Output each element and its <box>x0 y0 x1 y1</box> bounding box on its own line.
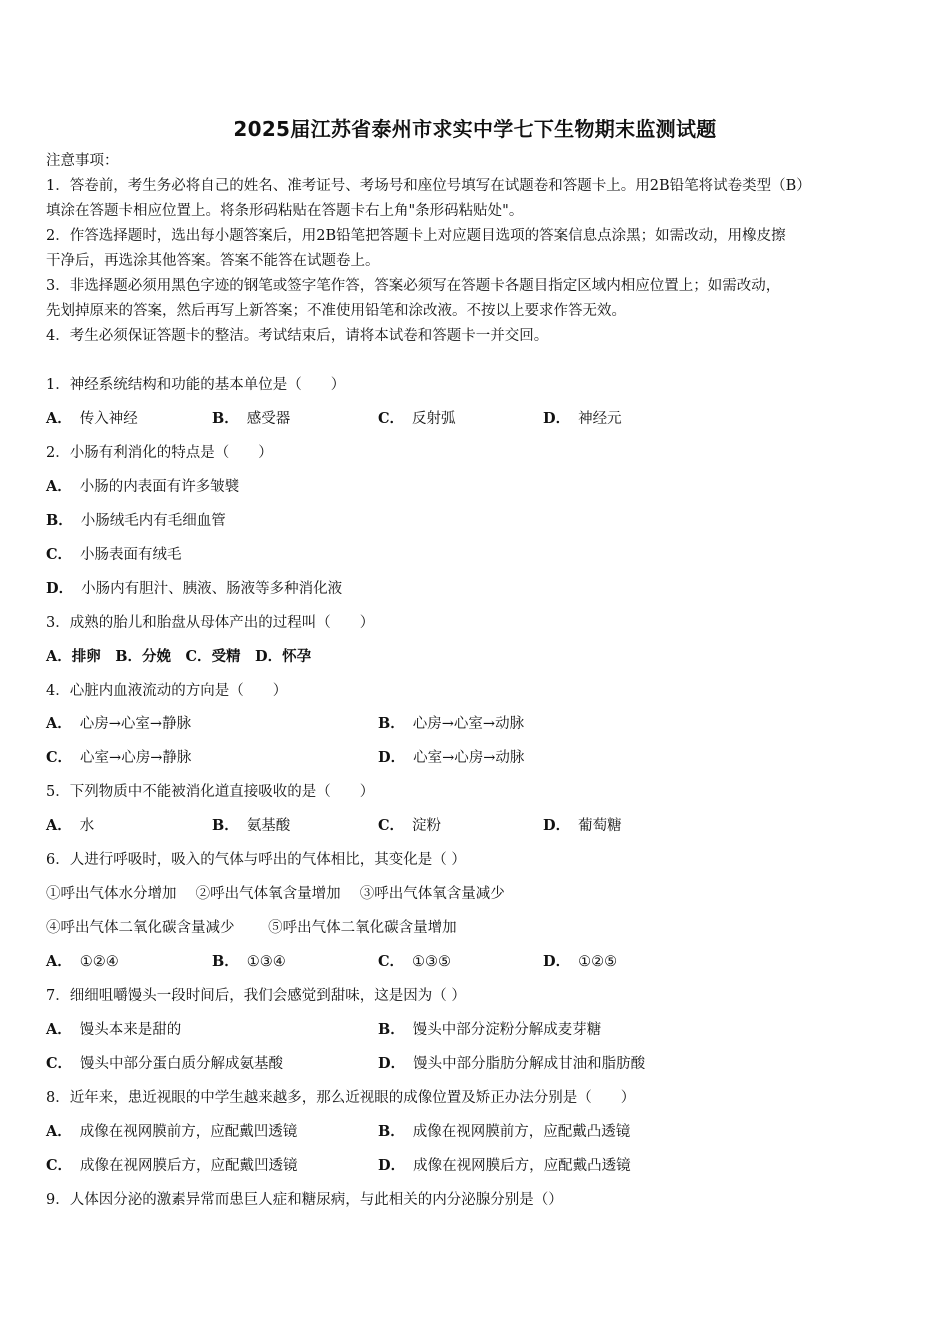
question-stem: 9．人体因分泌的激素异常而患巨人症和糖尿病，与此相关的内分泌腺分别是（） <box>46 1192 563 1208</box>
option: C． 小肠表面有绒毛 <box>46 546 182 563</box>
option: A． 水 <box>46 817 95 834</box>
option: A． 心房→心室→静脉 <box>46 715 192 732</box>
notice-heading: 注意事项： <box>46 153 119 169</box>
option: D． 心室→心房→动脉 <box>378 749 525 766</box>
option: C． 心室→心房→静脉 <box>46 749 192 766</box>
option: D． 葡萄糖 <box>543 817 622 834</box>
option: B． 感受器 <box>212 410 291 427</box>
question-stem: 3．成熟的胎儿和胎盘从母体产出的过程叫（ ） <box>46 615 375 631</box>
option: B． 氨基酸 <box>212 817 291 834</box>
question-stem: 6．人进行呼吸时，吸入的气体与呼出的气体相比，其变化是（ ） <box>46 852 466 868</box>
option: B． 成像在视网膜前方，应配戴凸透镜 <box>378 1123 631 1140</box>
statement-line: ①呼出气体水分增加 ②呼出气体氧含量增加 ③呼出气体氧含量减少 <box>46 886 505 902</box>
option: C． 馒头中部分蛋白质分解成氨基酸 <box>46 1055 284 1072</box>
notice-line: 干净后，再选涂其他答案。答案不能答在试题卷上。 <box>46 253 380 269</box>
page-title: 2025届江苏省泰州市求实中学七下生物期末监测试题 <box>233 117 717 141</box>
question-stem: 5．下列物质中不能被消化道直接吸收的是（ ） <box>46 784 375 800</box>
option: D． 神经元 <box>543 410 622 427</box>
option: B． ①③④ <box>212 953 286 970</box>
option: B． 小肠绒毛内有毛细血管 <box>46 512 226 529</box>
option: D． ①②⑤ <box>543 953 618 970</box>
option: A． 馒头本来是甜的 <box>46 1021 182 1038</box>
option: D． 成像在视网膜后方，应配戴凸透镜 <box>378 1157 631 1174</box>
option: A． ①②④ <box>46 953 119 970</box>
statement-line: ④呼出气体二氧化碳含量减少 ⑤呼出气体二氧化碳含量增加 <box>46 920 457 936</box>
notice-line: 2．作答选择题时，选出每小题答案后，用2B铅笔把答题卡上对应题目选项的答案信息点涂黑；如需改动，用橡皮擦 <box>46 228 786 244</box>
question-stem: 8．近年来，患近视眼的中学生越来越多，那么近视眼的成像位置及矫正办法分别是（ ） <box>46 1090 636 1106</box>
notice-line: 3．非选择题必须用黑色字迹的钢笔或签字笔作答，答案必须写在答题卡各题目指定区域内相应位置上；如需改动， <box>46 278 781 294</box>
notice-line: 先划掉原来的答案，然后再写上新答案；不准使用铅笔和涂改液。不按以上要求作答无效。 <box>46 303 626 319</box>
option: C． 成像在视网膜后方，应配戴凹透镜 <box>46 1157 298 1174</box>
option: A． 小肠的内表面有许多皱襞 <box>46 478 240 495</box>
question-stem: 2．小肠有利消化的特点是（ ） <box>46 445 273 461</box>
question-stem: 7．细细咀嚼馒头一段时间后，我们会感觉到甜味，这是因为（ ） <box>46 988 466 1004</box>
option: D． 小肠内有胆汁、胰液、肠液等多种消化液 <box>46 580 343 597</box>
notice-line: 4．考生必须保证答题卡的整洁。考试结束后，请将本试卷和答题卡一并交回。 <box>46 328 549 344</box>
notice-line: 1．答卷前，考生务必将自己的姓名、准考证号、考场号和座位号填写在试题卷和答题卡上。用2B铅笔将试卷类型（B） <box>46 178 811 194</box>
option: A． 成像在视网膜前方，应配戴凹透镜 <box>46 1123 298 1140</box>
option: B． 心房→心室→动脉 <box>378 715 525 732</box>
option: C． ①③⑤ <box>378 953 452 970</box>
option: C． 反射弧 <box>378 410 456 427</box>
option: D． 馒头中部分脂肪分解成甘油和脂肪酸 <box>378 1055 646 1072</box>
option: B． 馒头中部分淀粉分解成麦芽糖 <box>378 1021 602 1038</box>
inline-options: A．排卵 B．分娩 C．受精 D．怀孕 <box>46 648 312 665</box>
question-stem: 4．心脏内血液流动的方向是（ ） <box>46 683 288 699</box>
option: C． 淀粉 <box>378 817 442 834</box>
question-stem: 1．神经系统结构和功能的基本单位是（ ） <box>46 377 346 393</box>
option: A． 传入神经 <box>46 410 138 427</box>
notice-line: 填涂在答题卡相应位置上。将条形码粘贴在答题卡右上角"条形码粘贴处"。 <box>46 203 524 219</box>
